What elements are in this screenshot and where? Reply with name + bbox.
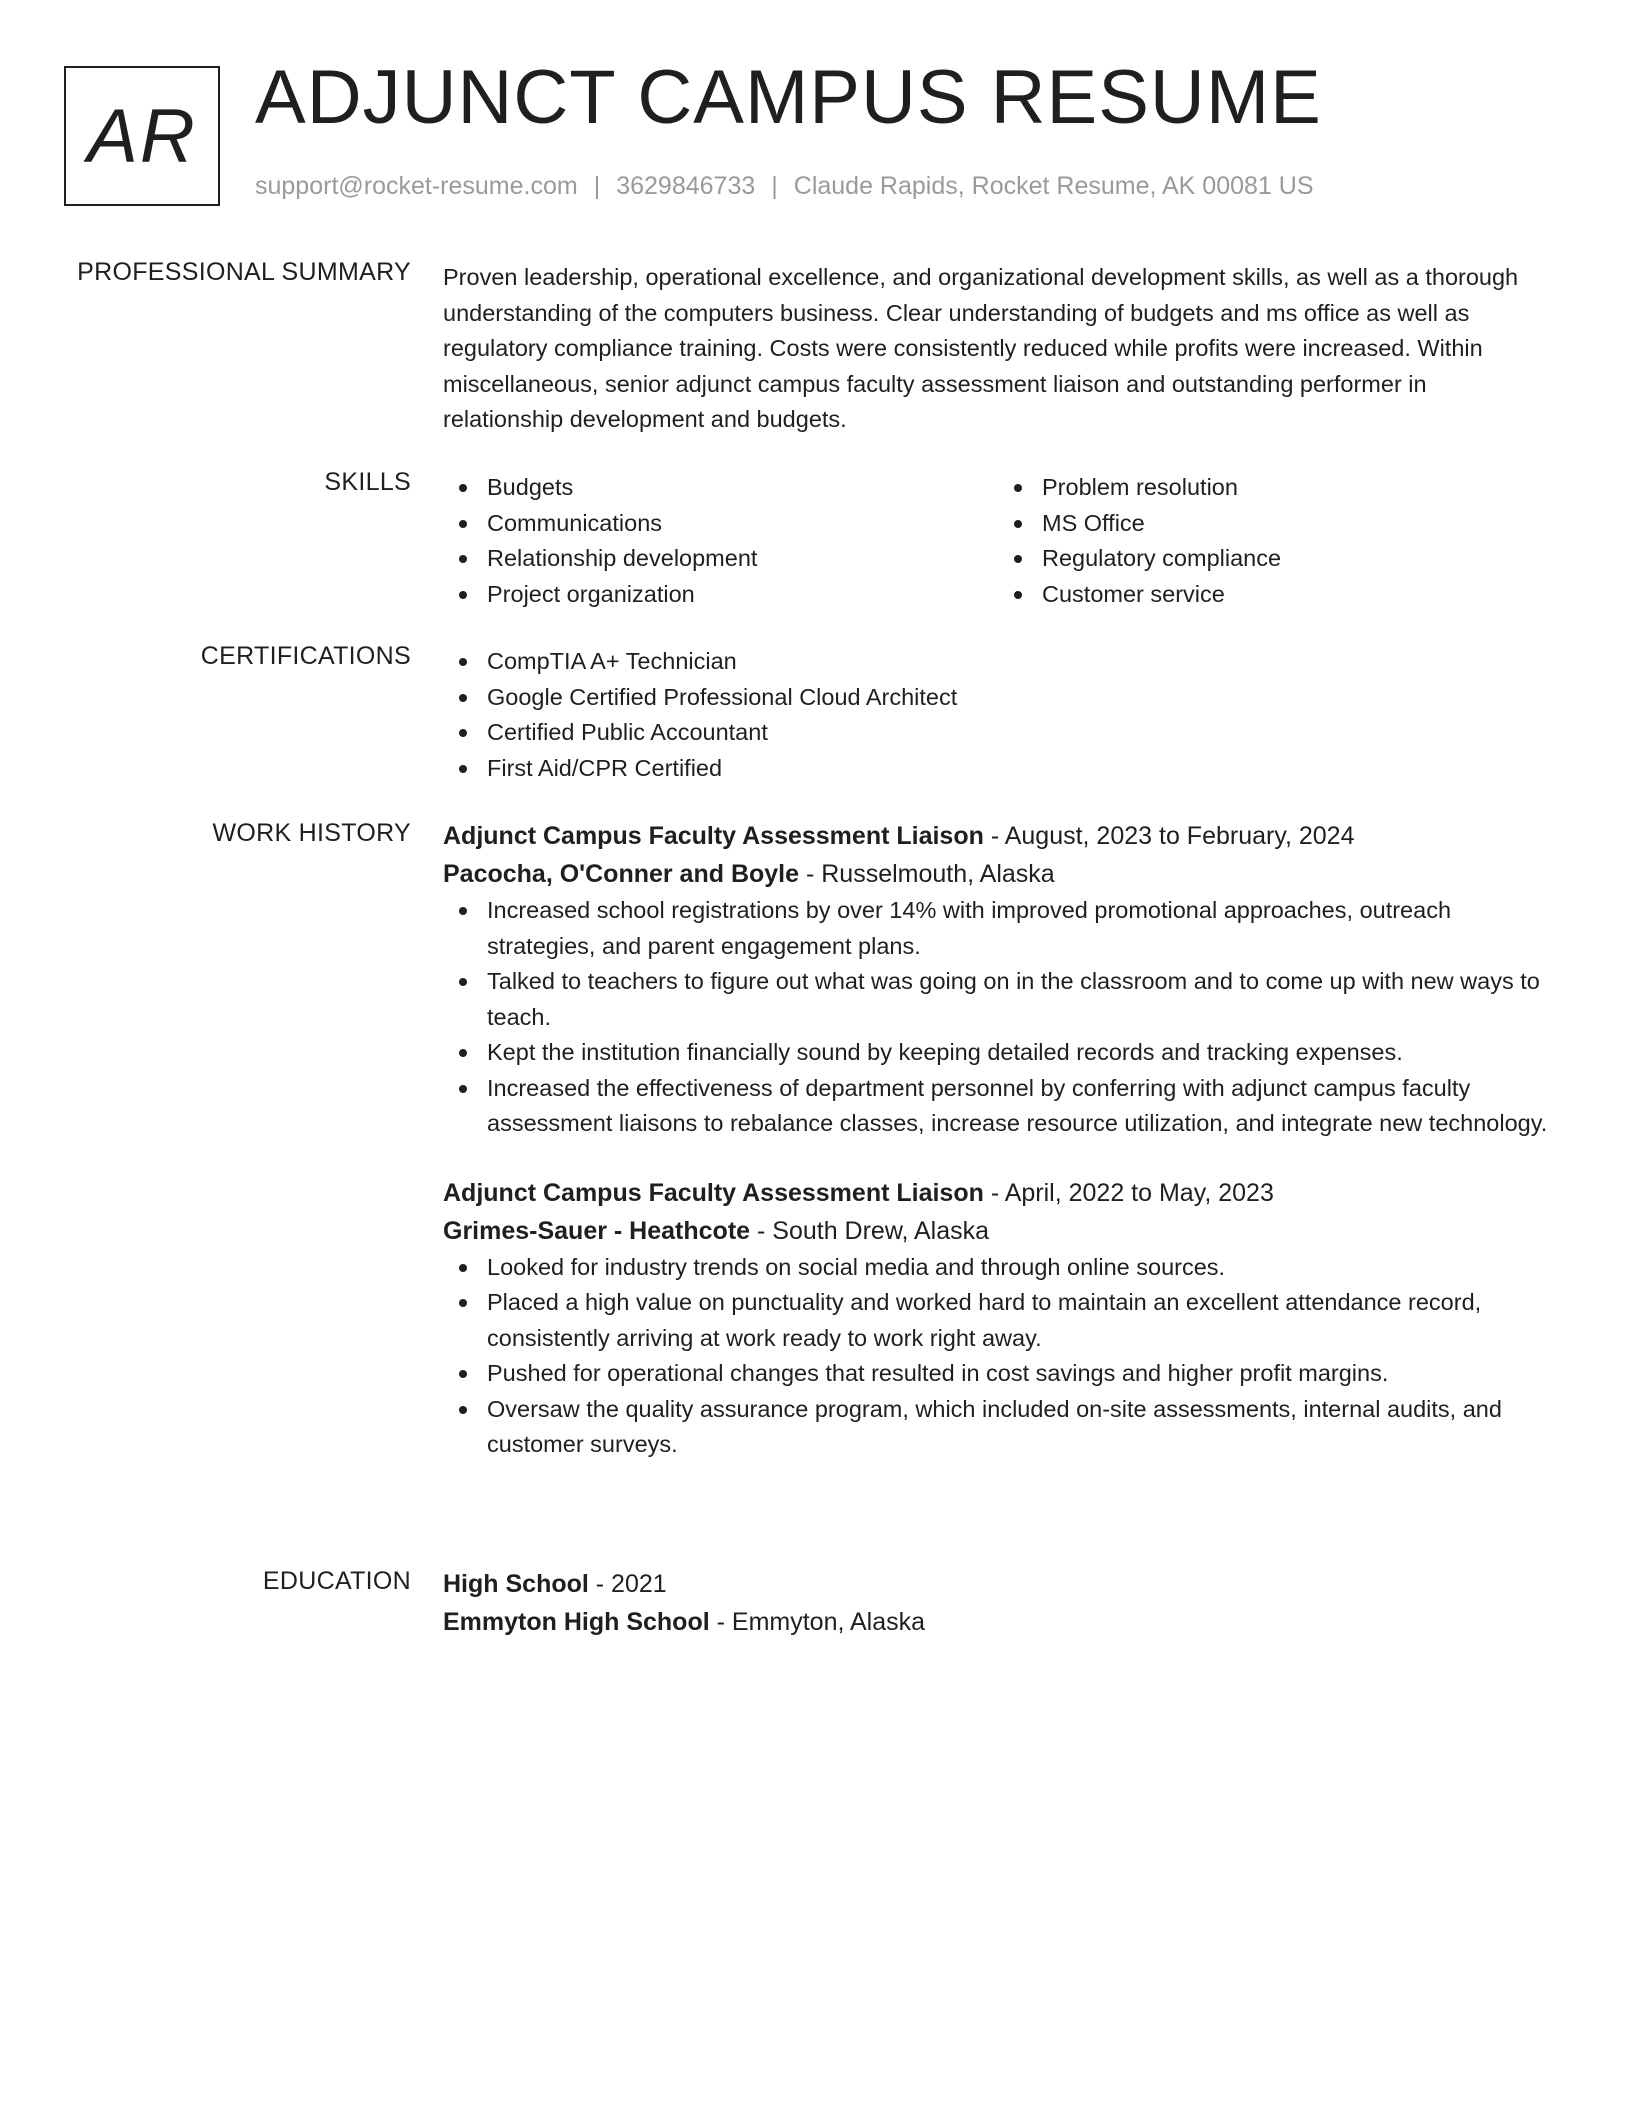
education-body — [443, 1565, 1553, 1641]
skills-list-left — [443, 470, 998, 612]
job-title: Adjunct Campus Faculty Assessment Liaison — [443, 1178, 984, 1207]
education-degree: High School — [443, 1570, 589, 1598]
job-bullet: Kept the institution financially sound by keeping detailed records and tracking expenses. — [487, 1035, 1553, 1071]
certification-item: Google Certified Professional Cloud Architect — [487, 680, 1553, 716]
certification-item: Certified Public Accountant — [487, 715, 1553, 751]
education-school: Emmyton High School — [443, 1608, 710, 1636]
summary-body — [443, 260, 1553, 438]
work-history-heading: WORK HISTORY — [212, 819, 411, 847]
monogram-initials: AR — [87, 93, 197, 179]
contact-email[interactable]: support@rocket-resume.com — [255, 172, 578, 200]
skill-item: Communications — [487, 506, 998, 542]
job-dates: - April, 2022 to May, 2023 — [983, 1178, 1274, 1207]
job-bullets — [443, 1250, 1553, 1463]
skill-item: Problem resolution — [1042, 470, 1553, 506]
skills-grid — [443, 470, 1553, 612]
job-bullet: Increased the effectiveness of department personnel by conferring with adjunct campus faculty assessment liaisons to rebalance classes, increase resource utilization, and integrate new technology. — [487, 1071, 1553, 1142]
job-bullets — [443, 893, 1553, 1142]
skill-item: Budgets — [487, 470, 998, 506]
skill-item: Relationship development — [487, 541, 998, 577]
education-year: - 2021 — [588, 1570, 667, 1598]
contact-separator: | — [593, 172, 601, 200]
certification-item: First Aid/CPR Certified — [487, 751, 1553, 787]
monogram-badge — [64, 66, 220, 206]
job-title: Adjunct Campus Faculty Assessment Liaison — [443, 822, 984, 850]
certifications-list — [443, 644, 1553, 786]
education-degree-line — [443, 1565, 1553, 1603]
skill-item: Project organization — [487, 577, 998, 613]
skill-item: Customer service — [1042, 577, 1553, 613]
certification-item: CompTIA A+ Technician — [487, 644, 1553, 680]
job-location: - Russelmouth, Alaska — [799, 860, 1055, 888]
education-heading: EDUCATION — [262, 1567, 411, 1595]
certifications-heading: CERTIFICATIONS — [200, 642, 411, 670]
contact-separator: | — [771, 172, 778, 200]
job-bullet: Looked for industry trends on social media and through online sources. — [487, 1250, 1553, 1286]
job-title-line — [443, 1174, 1553, 1212]
work-history-body — [443, 817, 1553, 1463]
job-company: Grimes-Sauer - Heathcote — [443, 1216, 751, 1245]
skills-body — [443, 470, 1553, 612]
skill-item: Regulatory compliance — [1042, 541, 1553, 577]
job-location: - South Drew, Alaska — [750, 1216, 990, 1245]
job-company-line — [443, 1212, 1553, 1250]
resume-title: ADJUNCT CAMPUS RESUME — [255, 55, 1322, 140]
contact-line — [255, 172, 1314, 201]
job-dates: - August, 2023 to February, 2024 — [983, 822, 1355, 850]
job-bullet: Pushed for operational changes that resulted in cost savings and higher profit margins. — [487, 1356, 1553, 1392]
summary-text: Proven leadership, operational excellence, and organizational development skills, as well as a thorough understanding of the computers business. Clear understanding of budgets and ms office as well as regulatory compliance training. Costs were consistently reduced while profits were increased. Within miscellaneous, senior adjunct campus faculty assessment liaison and outstanding performer in relationship development and budgets. — [443, 264, 1519, 432]
job-company: Pacocha, O'Conner and Boyle — [443, 860, 800, 888]
certifications-body — [443, 644, 1553, 786]
contact-phone[interactable]: 3629846733 — [616, 172, 756, 200]
job-bullet: Increased school registrations by over 14% with improved promotional approaches, outreach strategies, and parent engagement plans. — [487, 893, 1553, 964]
job-bullet: Oversaw the quality assurance program, which included on-site assessments, internal audits, and customer surveys. — [487, 1392, 1553, 1463]
job-title-line — [443, 817, 1553, 855]
job-entry — [443, 1174, 1553, 1463]
job-company-line — [443, 855, 1553, 893]
education-location: - Emmyton, Alaska — [709, 1608, 926, 1636]
skills-heading: SKILLS — [324, 468, 411, 496]
summary-heading: PROFESSIONAL SUMMARY — [77, 258, 411, 286]
job-bullet: Placed a high value on punctuality and worked hard to maintain an excellent attendance record, consistently arriving at work ready to work right away. — [487, 1285, 1553, 1356]
job-bullet: Talked to teachers to figure out what was going on in the classroom and to come up with new ways to teach. — [487, 964, 1553, 1035]
skill-item: MS Office — [1042, 506, 1553, 542]
education-school-line — [443, 1603, 1553, 1641]
skills-list-right — [998, 470, 1553, 612]
contact-address: Claude Rapids, Rocket Resume, AK 00081 US — [793, 172, 1314, 200]
job-entry — [443, 817, 1553, 1142]
